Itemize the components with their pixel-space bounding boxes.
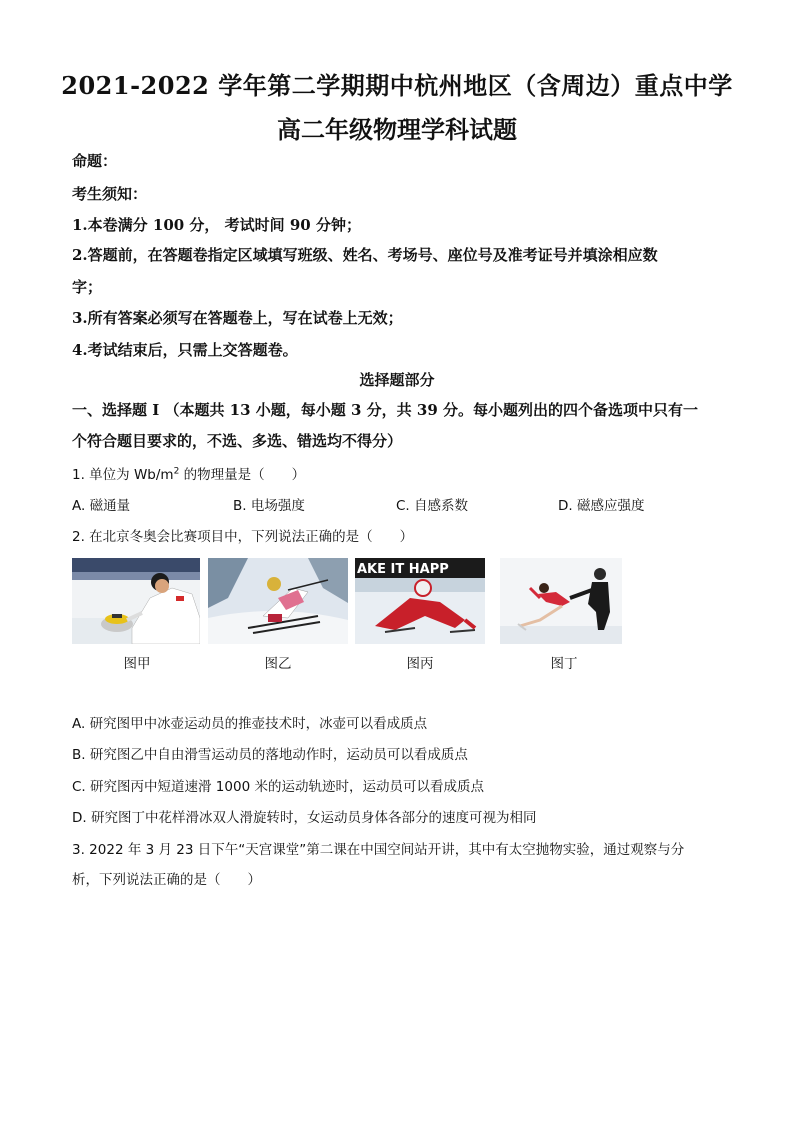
question-1-option-a: A. 磁通量: [72, 498, 131, 514]
question-2-stem: 2. 在北京冬奥会比赛项目中，下列说法正确的是（ ）: [72, 529, 414, 545]
question-2-option-a: A. 研究图甲中冰壶运动员的推壶技术时，冰壶可以看成质点: [72, 716, 428, 732]
notice-item: 字；: [72, 278, 103, 296]
question-1-option-b: B. 电场强度: [233, 498, 305, 514]
exam-title-line1: 2021-2022 学年第二学期期中杭州地区（含周边）重点中学: [61, 71, 733, 100]
question-3-stem-line2: 析，下列说法正确的是（ ）: [72, 872, 261, 888]
notice-item: 1.本卷满分 100 分， 考试时间 90 分钟；: [72, 216, 361, 234]
part-instructions-line2: 个符合题目要求的，不选、多选、错选均不得分）: [72, 432, 403, 450]
caption-jia: 图甲: [123, 656, 151, 672]
question-1-option-c: C. 自感系数: [396, 498, 469, 514]
exam-title-line2: 高二年级物理学科试题: [277, 115, 517, 144]
notice-item: 4.考试结束后，只需上交答题卷。: [72, 341, 298, 359]
photo-short-track: [355, 558, 485, 644]
notice-heading: 考生须知：: [72, 185, 148, 203]
question-2-option-b: B. 研究图乙中自由滑雪运动员的落地动作时，运动员可以看成质点: [72, 747, 468, 763]
notice-item: 3.所有答案必须写在答题卷上，写在试卷上无效；: [72, 309, 403, 327]
section-title: 选择题部分: [359, 371, 435, 389]
banner-text: AKE IT HAPP: [357, 562, 449, 577]
caption-yi: 图乙: [264, 656, 292, 672]
author-label: 命题：: [72, 152, 118, 170]
notice-item: 2.答题前，在答题卷指定区域填写班级、姓名、考场号、座位号及准考证号并填涂相应数: [72, 246, 658, 264]
photo-curling: [72, 558, 200, 644]
caption-bing: 图丙: [406, 656, 434, 672]
caption-ding: 图丁: [550, 656, 578, 672]
question-1-option-d: D. 磁感应强度: [558, 498, 645, 514]
question-3-stem-line1: 3. 2022 年 3 月 23 日下午“天宫课堂”第二课在中国空间站开讲，其中有太空抛物实验，通过观察与分: [72, 842, 685, 858]
part-instructions-line1: 一、选择题 Ⅰ （本题共 13 小题，每小题 3 分，共 39 分。每小题列出的四个备选项中只有一: [72, 401, 698, 419]
photo-figure-skating: [500, 558, 622, 644]
question-2-option-d: D. 研究图丁中花样滑冰双人滑旋转时，女运动员身体各部分的速度可视为相同: [72, 810, 537, 826]
photo-skiing: [208, 558, 348, 644]
question-1-stem: 1. 单位为 $Wb/m^2$ 的物理量是（ ）: [72, 466, 306, 483]
question-2-option-c: C. 研究图丙中短道速滑 1000 米的运动轨迹时，运动员可以看成质点: [72, 779, 484, 795]
